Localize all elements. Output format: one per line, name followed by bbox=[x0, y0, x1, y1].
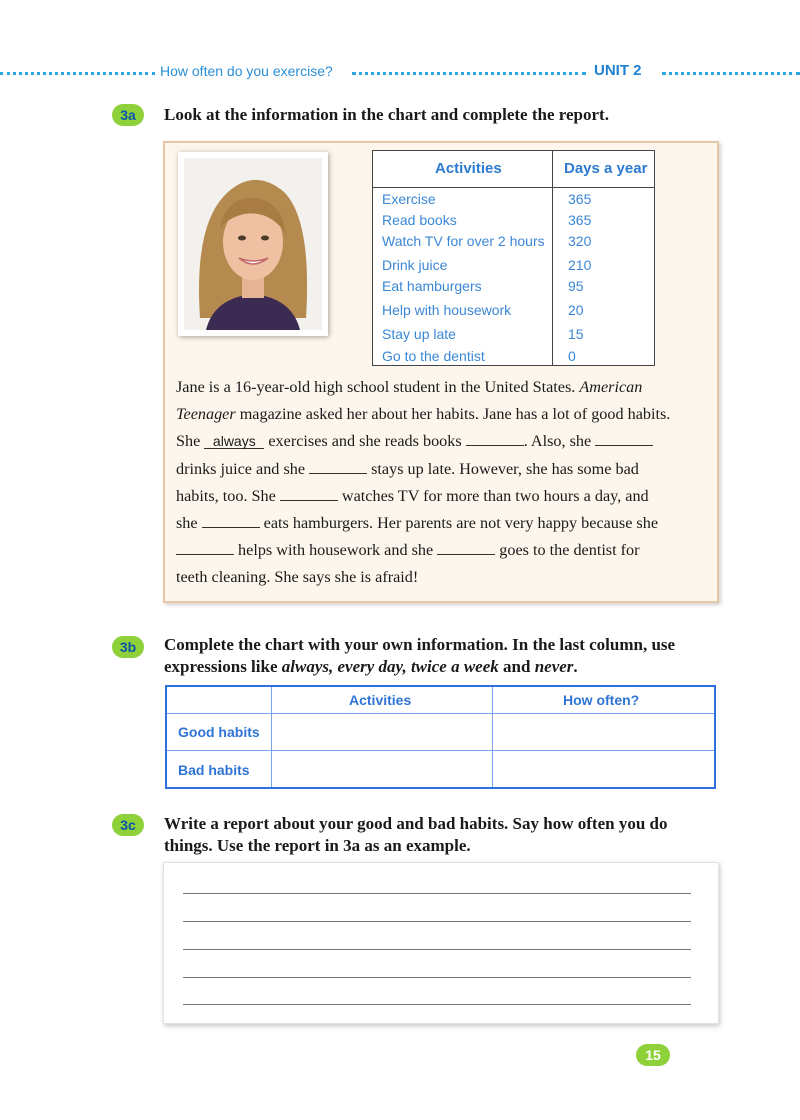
answer-blank[interactable] bbox=[466, 431, 524, 446]
answer-blank[interactable] bbox=[202, 513, 260, 528]
instruction-text: things. Use the report in 3a as an example. bbox=[164, 836, 471, 855]
table-header-activities: Activities bbox=[349, 692, 412, 708]
section-badge-3a: 3a bbox=[112, 104, 144, 126]
example-answer: always bbox=[204, 434, 264, 449]
chart-days: 210 bbox=[568, 257, 592, 273]
bad-habits-frequency-cell[interactable] bbox=[494, 752, 713, 786]
report-text: . Also, she bbox=[523, 432, 596, 451]
instruction-text: Write a report about your good and bad habits. Say how often you do bbox=[164, 814, 668, 833]
student-photo bbox=[178, 152, 328, 336]
chart-divider-vertical bbox=[552, 151, 553, 365]
report-text: habits, too. She bbox=[176, 486, 280, 505]
header-dotted-rule-left bbox=[0, 72, 155, 75]
report-text: Jane is a 16-year-old high school student in the United States. bbox=[176, 378, 580, 396]
instruction-examples: never bbox=[534, 657, 574, 676]
writing-line bbox=[183, 1004, 691, 1005]
chart-days: 320 bbox=[568, 233, 592, 249]
report-text: eats hamburgers. Her parents are not very happy because she bbox=[259, 514, 659, 533]
table-divider bbox=[271, 687, 272, 787]
instruction-text: Complete the chart with your own information. In the last column, use bbox=[164, 635, 676, 654]
instruction-examples: always, every day, twice a week bbox=[281, 657, 499, 676]
good-habits-activities-cell[interactable] bbox=[273, 715, 491, 749]
chart-activity: Help with housework bbox=[382, 302, 512, 318]
report-text: goes to the dentist for bbox=[495, 541, 640, 560]
report-text: teeth cleaning. She says she is afraid! bbox=[176, 568, 419, 587]
chart-activity: Watch TV for over 2 hours bbox=[382, 233, 545, 249]
section-badge-3b: 3b bbox=[112, 636, 144, 658]
table-divider bbox=[492, 687, 493, 787]
chart-activity: Read books bbox=[382, 212, 457, 228]
report-paragraph bbox=[176, 374, 706, 592]
report-text: She bbox=[176, 432, 205, 451]
chart-days: 0 bbox=[568, 348, 576, 364]
section-3a-instruction: Look at the information in the chart and complete the report. bbox=[164, 105, 609, 124]
section-3c-instruction bbox=[164, 813, 734, 857]
report-text: she bbox=[176, 514, 202, 533]
habits-table bbox=[165, 685, 716, 789]
report-text: drinks juice and she bbox=[176, 459, 310, 478]
activities-chart bbox=[372, 150, 655, 366]
instruction-text: and bbox=[498, 657, 535, 676]
magazine-name: Teenager bbox=[176, 405, 236, 424]
header-dotted-rule-right bbox=[662, 72, 800, 75]
section-badge-3c: 3c bbox=[112, 814, 144, 836]
instruction-text: . bbox=[573, 657, 578, 676]
row-label-bad-habits: Bad habits bbox=[178, 762, 250, 778]
report-text: stays up late. However, she has some bad bbox=[367, 459, 639, 478]
answer-blank[interactable] bbox=[309, 459, 367, 474]
report-text: magazine asked her about her habits. Jane has a lot of good habits. bbox=[235, 405, 671, 424]
report-text: watches TV for more than two hours a day, and bbox=[337, 486, 649, 505]
chart-days: 365 bbox=[568, 212, 592, 228]
writing-line bbox=[183, 949, 691, 950]
answer-blank[interactable] bbox=[437, 540, 495, 555]
chart-activity: Eat hamburgers bbox=[382, 278, 482, 294]
chapter-title: How often do you exercise? bbox=[160, 63, 333, 79]
report-text: exercises and she reads books bbox=[264, 432, 466, 451]
writing-line bbox=[183, 893, 691, 894]
chart-header-days: Days a year bbox=[564, 160, 648, 177]
chart-activity: Stay up late bbox=[382, 326, 456, 342]
bad-habits-activities-cell[interactable] bbox=[273, 752, 491, 786]
table-divider bbox=[167, 750, 714, 751]
magazine-name: American bbox=[579, 378, 643, 396]
writing-line bbox=[183, 921, 691, 922]
chart-activity: Go to the dentist bbox=[382, 348, 485, 364]
unit-label: UNIT 2 bbox=[594, 62, 642, 79]
chart-days: 95 bbox=[568, 278, 584, 294]
chart-days: 20 bbox=[568, 302, 584, 318]
page-number: 15 bbox=[636, 1044, 670, 1066]
writing-box[interactable] bbox=[163, 862, 719, 1024]
answer-blank[interactable] bbox=[280, 486, 338, 501]
chart-header-activities: Activities bbox=[435, 160, 502, 177]
instruction-text: expressions like bbox=[164, 657, 282, 676]
chart-divider-horizontal bbox=[373, 187, 654, 188]
answer-blank[interactable] bbox=[595, 431, 653, 446]
writing-line bbox=[183, 977, 691, 978]
chart-days: 365 bbox=[568, 191, 592, 207]
row-label-good-habits: Good habits bbox=[178, 724, 260, 740]
section-3b-instruction bbox=[164, 634, 734, 678]
report-text: helps with housework and she bbox=[234, 541, 438, 560]
chart-activity: Exercise bbox=[382, 191, 436, 207]
header-dotted-rule-middle bbox=[352, 72, 586, 75]
chart-days: 15 bbox=[568, 326, 584, 342]
good-habits-frequency-cell[interactable] bbox=[494, 715, 713, 749]
answer-blank[interactable] bbox=[176, 540, 234, 555]
chart-activity: Drink juice bbox=[382, 257, 448, 273]
table-divider bbox=[167, 713, 714, 714]
table-header-how-often: How often? bbox=[563, 692, 640, 708]
